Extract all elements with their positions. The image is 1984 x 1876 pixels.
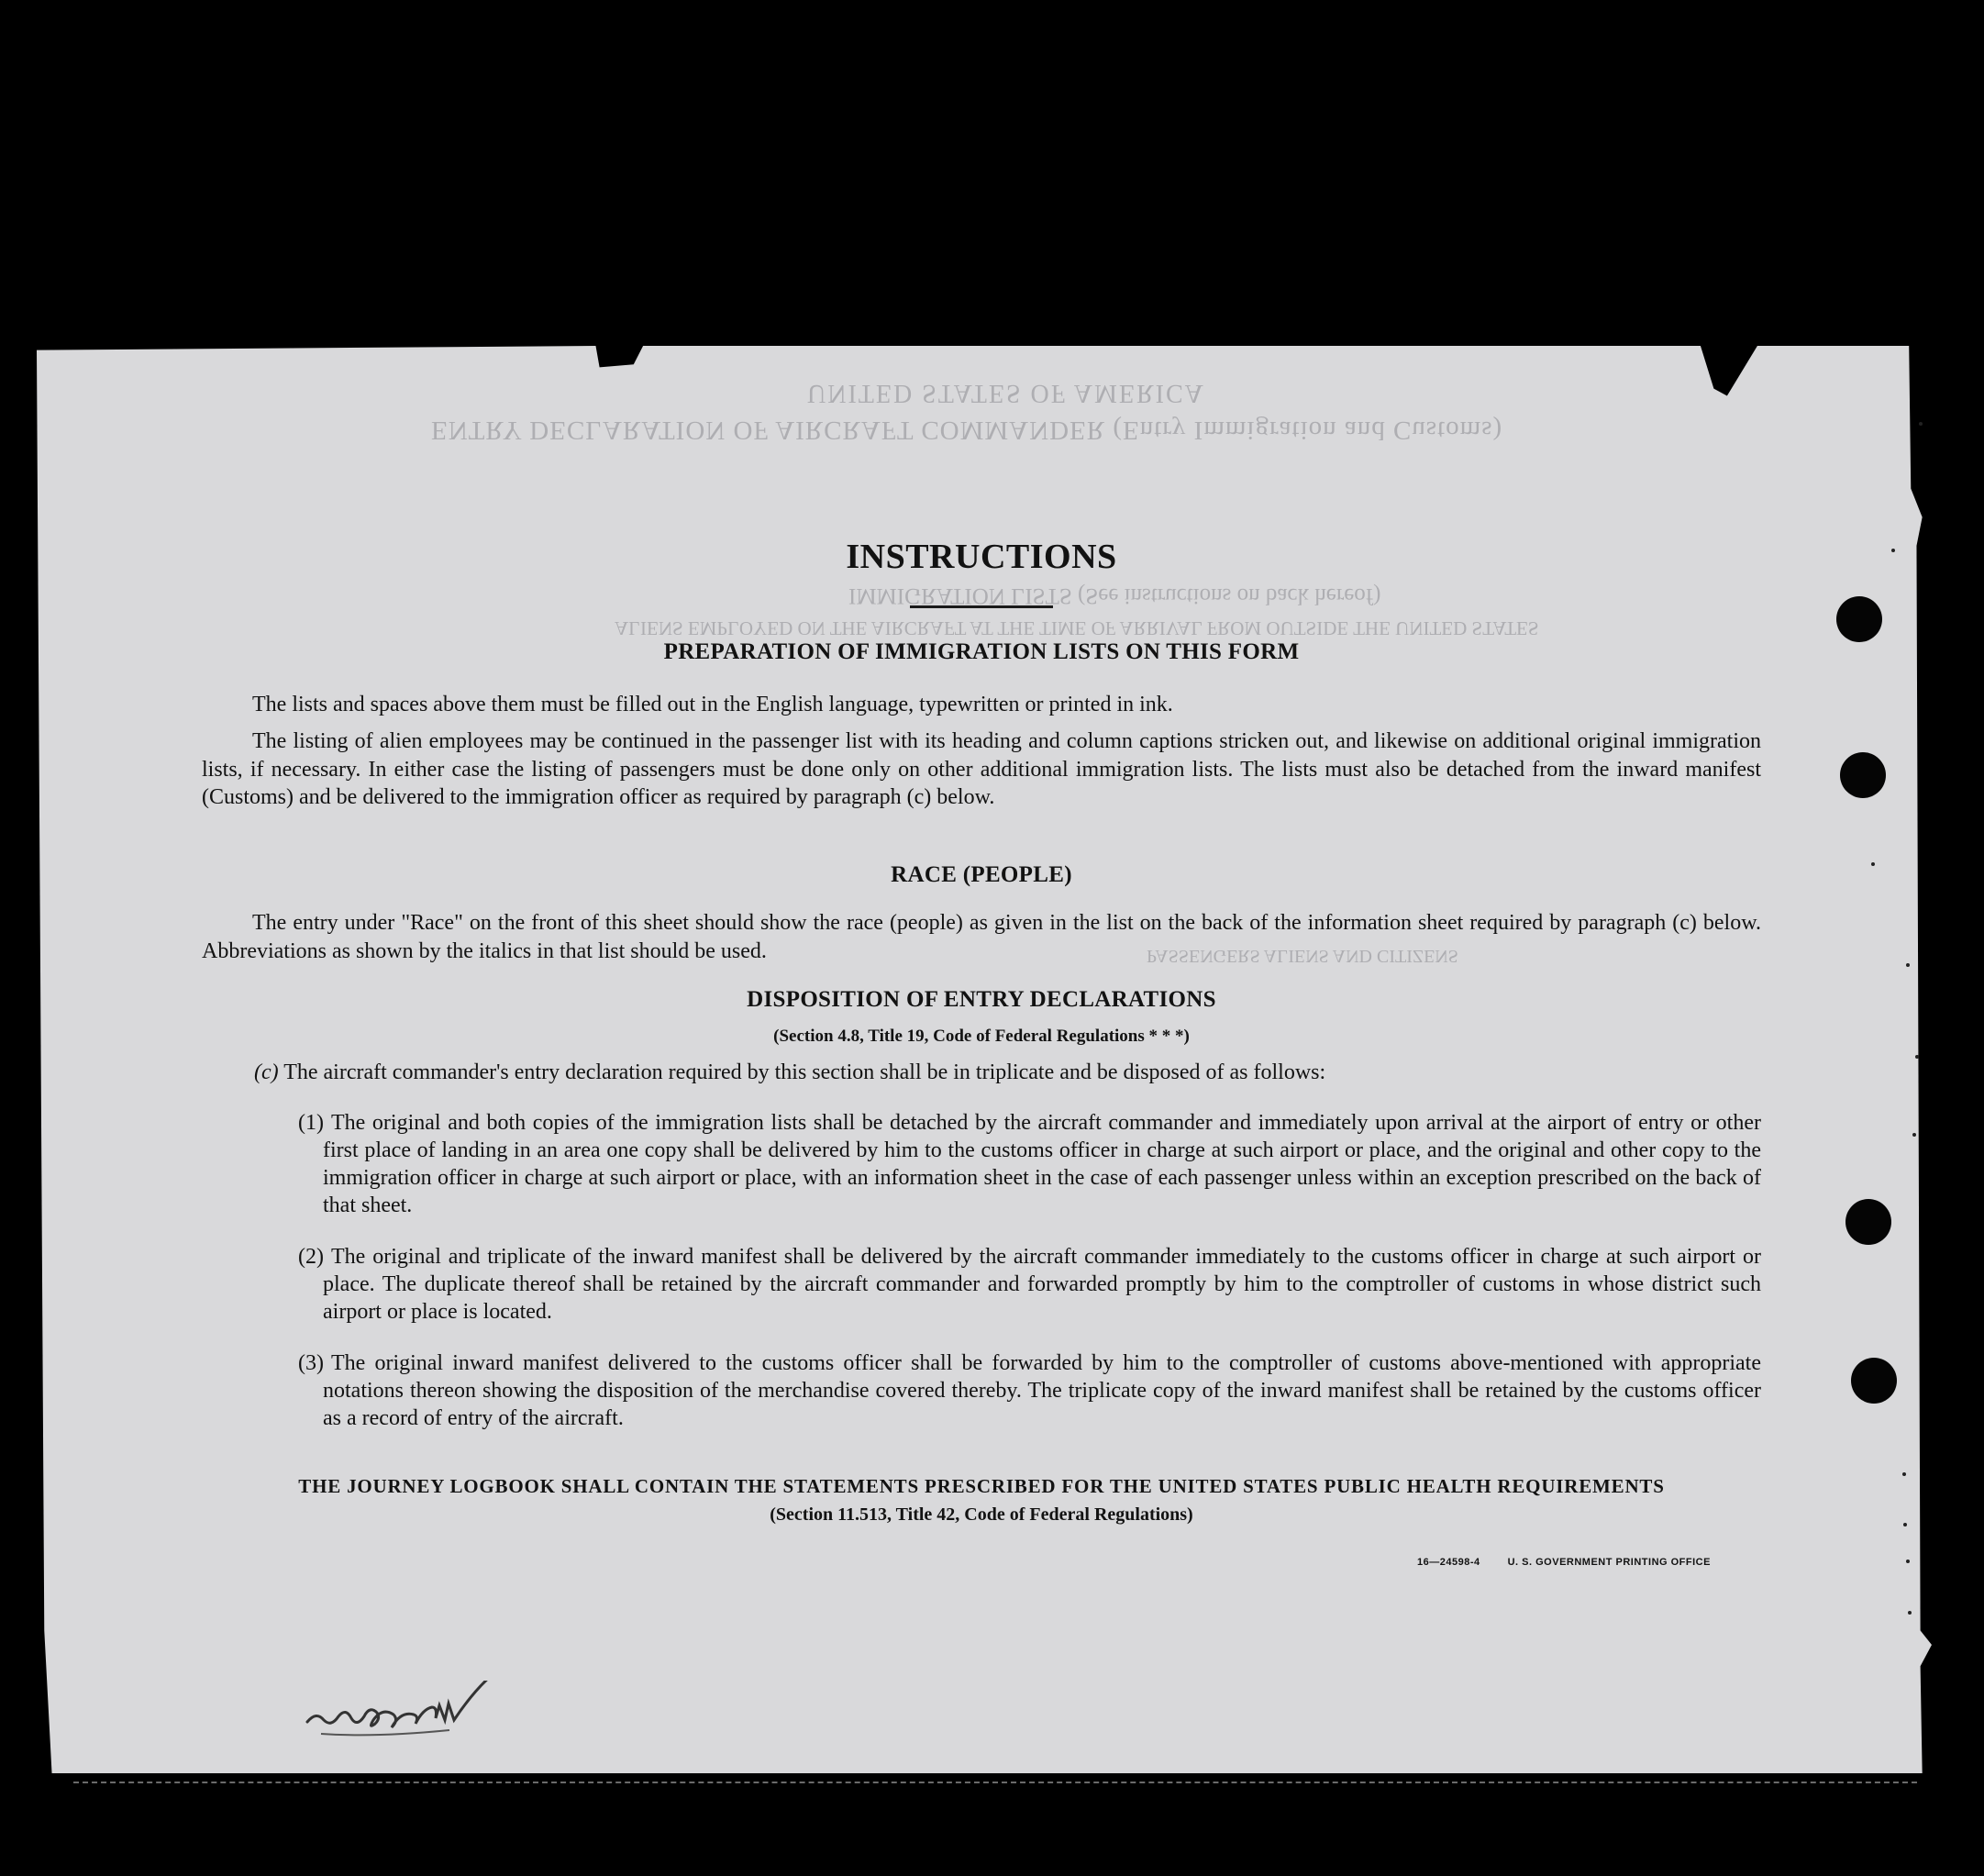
edge-mark — [1871, 862, 1875, 866]
section-heading: RACE (PEOPLE) — [891, 862, 1072, 887]
section-heading: DISPOSITION OF ENTRY DECLARATIONS — [747, 987, 1216, 1012]
intro-paragraph — [202, 1059, 1761, 1087]
form-number: 16—24598-4 — [1417, 1557, 1480, 1568]
bleed-through-line: UNITED STATES OF AMERICA — [807, 379, 1205, 407]
bleed-through-line: PASSENGERS ALIENS AND CITIZENS — [1147, 946, 1458, 966]
edge-mark — [1906, 963, 1910, 967]
punch-hole — [1845, 1199, 1891, 1245]
edge-mark — [1919, 422, 1923, 426]
title-underline — [910, 605, 1053, 608]
section-heading: PREPARATION OF IMMIGRATION LISTS ON THIS FORM — [663, 639, 1300, 664]
health-requirements-citation: (Section 11.513, Title 42, Code of Federal Regulations) — [770, 1504, 1193, 1525]
bleed-through-line: ENTRY DECLARATION OF AIRCRAFT COMMANDER (Entry Immigration and Customs) — [431, 416, 1503, 445]
paragraph: The entry under "Race" on the front of this sheet should show the race (people) as given in the list on the back of the information sheet required by paragraph (c) below. Abbreviations as shown by the italics in that list should be used. — [202, 911, 1761, 963]
paragraph-text: The aircraft commander's entry declaration required by this section shall be in triplicate and be disposed of as follows: — [283, 1060, 1326, 1084]
edge-mark — [1906, 1560, 1910, 1563]
list-item — [298, 1349, 1761, 1432]
edge-mark — [1915, 1055, 1919, 1059]
edge-mark — [1891, 549, 1895, 552]
print-code — [1417, 1557, 1711, 1568]
page-title: INSTRUCTIONS — [846, 538, 1117, 576]
paragraph-label: (c) — [254, 1060, 279, 1084]
edge-mark — [1903, 1523, 1907, 1526]
health-requirements-line: THE JOURNEY LOGBOOK SHALL CONTAIN THE STATEMENTS PRESCRIBED FOR THE UNITED STATES PUBLIC HEALTH REQUIREMENTS — [298, 1475, 1665, 1497]
punch-hole — [1836, 596, 1882, 642]
list-item-label: (3) — [298, 1351, 324, 1375]
list-item-text: The original and both copies of the immigration lists shall be detached by the aircraft commander and immediately upon arrival at the airport of entry or other first place of landing in an area one copy shall be delivered by him to the customs officer in charge at such airport or place, and the original and other copy to the immigration officer in charge at such airport or place, with an information sheet in the case of each passenger unless within an exception prescribed on the back of that sheet. — [323, 1111, 1761, 1217]
list-item-label: (2) — [298, 1245, 324, 1269]
edge-mark — [1912, 1133, 1916, 1137]
edge-mark — [1908, 1611, 1912, 1615]
list-item — [298, 1109, 1761, 1219]
section-subheading: (Section 4.8, Title 19, Code of Federal Regulations * * *) — [773, 1027, 1190, 1046]
printer-name: U. S. GOVERNMENT PRINTING OFFICE — [1507, 1557, 1711, 1568]
perforation-line — [73, 1782, 1917, 1783]
punch-hole — [1851, 1358, 1897, 1404]
bleed-through-line: ALIENS EMPLOYED ON THE AIRCRAFT AT THE TIME OF ARRIVAL FROM OUTSIDE THE UNITED STATES — [615, 617, 1539, 639]
handwritten-signature-icon — [303, 1681, 541, 1745]
bleed-through-line: IMMIGRATION LISTS (See instructions on back hereof) — [848, 583, 1381, 608]
list-item-label: (1) — [298, 1111, 324, 1135]
list-item-text: The original inward manifest delivered to the customs officer shall be forwarded by him to the comptroller of customs above-mentioned with appropriate notations thereon showing the disposition of the merchandise covered thereby. The triplicate copy of the inward manifest shall be retained by the customs officer as a record of entry of the aircraft. — [323, 1351, 1761, 1430]
paragraph: The listing of alien employees may be continued in the passenger list with its heading and column captions stricken out, and likewise on additional original immigration lists, if necessary. In either case the listing of passengers must be done only on other additional immigration lists. The lists must also be detached from the inward manifest (Customs) and be delivered to the immigration officer as required by paragraph (c) below. — [202, 729, 1761, 809]
paragraph: The lists and spaces above them must be filled out in the English language, typewritten or printed in ink. — [252, 693, 1173, 716]
punch-hole — [1840, 752, 1886, 798]
edge-mark — [1902, 1472, 1906, 1476]
list-item — [298, 1243, 1761, 1326]
list-item-text: The original and triplicate of the inward manifest shall be delivered by the aircraft commander immediately to the customs officer in charge at such airport or place. The duplicate thereof shall be retained by the aircraft commander and forwarded promptly by him to the comptroller of customs in whose district such airport or place is located. — [323, 1245, 1761, 1324]
